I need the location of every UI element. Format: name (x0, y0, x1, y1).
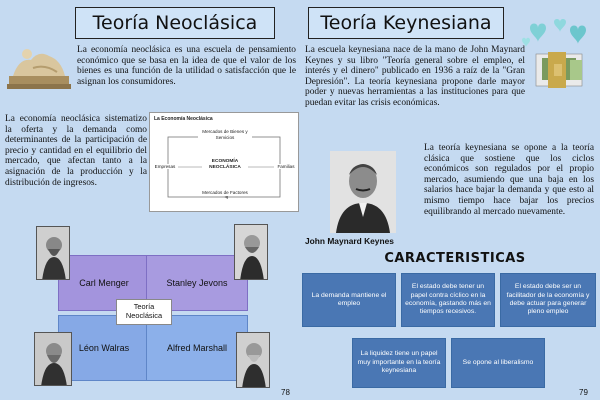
page-number-left: 78 (281, 388, 290, 397)
keynes-portrait-icon (330, 151, 396, 233)
characteristic-box-5: Se opone al liberalismo (451, 338, 545, 388)
left-paragraph-1: La economía neoclásica es una escuela de pensamiento económico que se basa en la idea de que el valor de los bienes es una función de la utilidad o satisfacción que le asignan los consumidores. (77, 45, 296, 87)
portrait-jevons-icon (234, 224, 268, 280)
economist-name-walras: Léon Walras (78, 343, 130, 353)
economist-name-menger: Carl Menger (79, 278, 129, 288)
diagram-left-label: Empresas (152, 164, 178, 169)
characteristic-box-1: La demanda mantiene el empleo (302, 273, 396, 327)
characteristic-box-4: La liquidez tiene un papel muy importante en la teoría keynesiana (352, 338, 446, 388)
diagram-title: La Economía Neoclásica (154, 116, 213, 122)
statue-icon (5, 38, 73, 90)
economist-name-jevons: Stanley Jevons (166, 278, 228, 288)
economists-puzzle (58, 255, 248, 385)
left-title: Teoría Neoclásica (75, 7, 275, 39)
characteristic-box-3: El estado debe ser un facilitador de la economía y debe actuar para generar pleno empleo (500, 273, 596, 327)
portrait-walras-icon (34, 332, 72, 386)
neoclassical-diagram (149, 112, 299, 212)
right-paragraph-2: La teoría keynesiana se opone a la teoría clásica que sostiene que los ciclos económicos son regulados por el propio mercado, asumiendo que una baja en los salarios hace bajar la demanda y que esto al mismo tiempo hace bajar los precios equilibrando al mercado nuevamente. (424, 143, 594, 217)
right-paragraph-1: La escuela keynesiana nace de la mano de John Maynard Keynes y su libro "Teoría general sobre el empleo, el interés y el dinero" publicado en 1936 a raíz de la "Gran Depresión". La teoría keynesiana propone darle mayor poder y nuevas herramientas a las instituciones para que puedan evitar las crisis económicas. (305, 45, 525, 108)
portrait-menger-icon (36, 226, 70, 280)
money-icon (534, 48, 588, 92)
characteristic-box-2: El estado debe tener un papel contra cíclico en la economía, gastando más en tiempos recesivos. (401, 273, 495, 327)
diagram-center-label: ECONOMÍA NEOCLÁSICA (202, 159, 248, 171)
characteristics-heading: CARACTERISTICAS (384, 251, 526, 266)
diagram-right-label: Familias (274, 164, 298, 169)
hearts-icon (520, 14, 596, 50)
keynes-caption: John Maynard Keynes (305, 236, 394, 246)
diagram-top-label: Mercados de Bienes y Servicios (198, 129, 252, 140)
page-number-right: 79 (579, 388, 588, 397)
portrait-marshall-icon (236, 332, 270, 388)
right-title: Teoría Keynesiana (308, 7, 504, 39)
diagram-bottom-label: Mercados de Factores (202, 190, 248, 195)
left-paragraph-2: La economía neoclásica sistematizo la oferta y la demanda como determinantes de la participación de precio y cantidad en el equilibrio del mercado, que afectan tanto a la asignación de la producción y la distribución de ingresos. (5, 114, 147, 188)
puzzle-center-label: Teoría Neoclásica (116, 299, 172, 325)
economist-name-marshall: Alfred Marshall (166, 343, 228, 353)
